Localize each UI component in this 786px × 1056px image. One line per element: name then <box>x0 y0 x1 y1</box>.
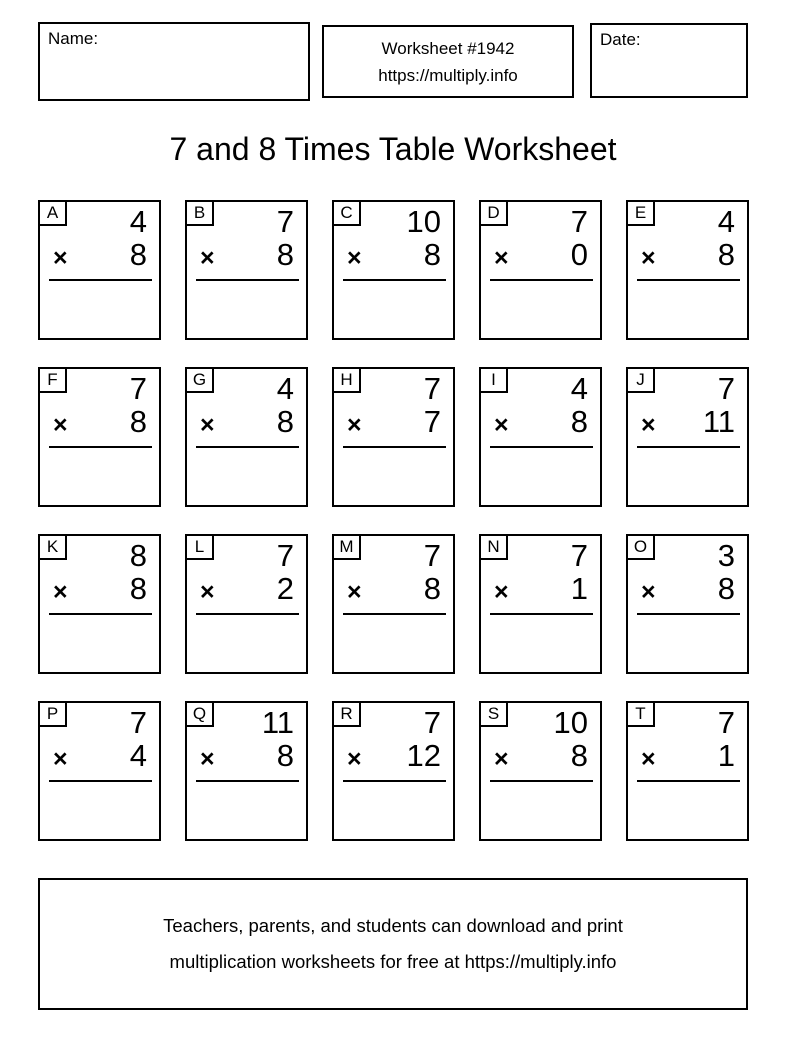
multiply-icon: × <box>494 244 509 272</box>
multiplicand: 11 <box>261 705 294 740</box>
multiplier: 8 <box>423 237 441 272</box>
problem-card <box>479 534 602 674</box>
multiplicand: 4 <box>570 371 588 406</box>
multiply-icon: × <box>53 578 68 606</box>
multiplier: 1 <box>570 571 588 606</box>
problem-card <box>38 200 161 340</box>
date-label: Date: <box>600 30 641 49</box>
answer-space[interactable] <box>40 782 159 839</box>
answer-space[interactable] <box>187 615 306 672</box>
multiplicand: 7 <box>423 538 441 573</box>
multiply-icon: × <box>641 578 656 606</box>
multiplier: 8 <box>276 237 294 272</box>
multiplicand: 10 <box>406 204 441 239</box>
answer-space[interactable] <box>40 448 159 505</box>
multiply-icon: × <box>53 745 68 773</box>
problem-label: Q <box>187 703 214 727</box>
multiplicand: 7 <box>423 371 441 406</box>
multiplier: 11 <box>702 404 735 439</box>
problem-card <box>626 534 749 674</box>
multiply-icon: × <box>494 411 509 439</box>
multiply-icon: × <box>200 244 215 272</box>
multiply-icon: × <box>494 578 509 606</box>
multiplicand: 4 <box>129 204 147 239</box>
date-field-box[interactable] <box>590 23 748 98</box>
problem-label: N <box>481 536 508 560</box>
multiplicand: 7 <box>570 538 588 573</box>
problem-card <box>332 701 455 841</box>
name-field-box[interactable] <box>38 22 310 101</box>
multiplier: 8 <box>276 738 294 773</box>
problem-card <box>626 367 749 507</box>
page-title: 7 and 8 Times Table Worksheet <box>169 131 617 167</box>
problem-card <box>479 701 602 841</box>
answer-space[interactable] <box>628 782 747 839</box>
problem-card <box>479 367 602 507</box>
multiply-icon: × <box>53 411 68 439</box>
problem-card <box>626 701 749 841</box>
multiply-icon: × <box>200 578 215 606</box>
multiplier: 8 <box>276 404 294 439</box>
problem-card <box>185 200 308 340</box>
multiplicand: 7 <box>129 371 147 406</box>
multiply-icon: × <box>53 244 68 272</box>
problem-card <box>626 200 749 340</box>
multiply-icon: × <box>494 745 509 773</box>
multiply-icon: × <box>347 244 362 272</box>
multiplicand: 7 <box>276 538 294 573</box>
answer-space[interactable] <box>334 782 453 839</box>
problem-label: C <box>334 202 361 226</box>
problem-card <box>38 367 161 507</box>
multiplicand: 7 <box>717 705 735 740</box>
answer-space[interactable] <box>628 281 747 338</box>
multiplier: 8 <box>717 237 735 272</box>
multiplicand: 4 <box>276 371 294 406</box>
multiplier: 12 <box>406 738 441 773</box>
answer-space[interactable] <box>187 448 306 505</box>
multiplier: 1 <box>717 738 735 773</box>
problem-label: B <box>187 202 214 226</box>
worksheet-number: Worksheet #1942 <box>381 38 515 58</box>
problem-label: K <box>40 536 67 560</box>
multiplicand: 8 <box>129 538 147 573</box>
multiplier: 8 <box>129 237 147 272</box>
multiplicand: 4 <box>717 204 735 239</box>
multiply-icon: × <box>641 244 656 272</box>
problem-card <box>38 534 161 674</box>
answer-space[interactable] <box>187 281 306 338</box>
problem-label: O <box>628 536 655 560</box>
answer-space[interactable] <box>334 281 453 338</box>
answer-space[interactable] <box>187 782 306 839</box>
problem-label: R <box>334 703 361 727</box>
answer-space[interactable] <box>481 782 600 839</box>
multiply-icon: × <box>641 411 656 439</box>
problem-label: J <box>628 369 655 393</box>
problem-label: A <box>40 202 67 226</box>
multiplier: 7 <box>423 404 441 439</box>
problem-card <box>332 200 455 340</box>
multiplier: 8 <box>129 404 147 439</box>
worksheet-url: https://multiply.info <box>378 65 518 85</box>
problem-label: M <box>334 536 361 560</box>
answer-space[interactable] <box>334 615 453 672</box>
problem-label: H <box>334 369 361 393</box>
multiplier: 4 <box>129 738 147 773</box>
problem-card <box>185 701 308 841</box>
problems-grid <box>38 200 749 841</box>
multiplier: 0 <box>570 237 588 272</box>
multiply-icon: × <box>200 411 215 439</box>
multiplier: 8 <box>423 571 441 606</box>
footer-line-2: multiplication worksheets for free at https://multiply.info <box>169 951 617 972</box>
multiply-icon: × <box>200 745 215 773</box>
problem-card <box>332 534 455 674</box>
multiplicand: 3 <box>717 538 735 573</box>
multiplicand: 7 <box>570 204 588 239</box>
answer-space[interactable] <box>334 448 453 505</box>
problem-label: F <box>40 369 67 393</box>
answer-space[interactable] <box>628 448 747 505</box>
answer-space[interactable] <box>40 281 159 338</box>
problem-label: P <box>40 703 67 727</box>
problem-card <box>38 701 161 841</box>
problem-card <box>185 534 308 674</box>
multiplicand: 10 <box>553 705 588 740</box>
problem-label: S <box>481 703 508 727</box>
multiplier: 2 <box>276 571 294 606</box>
multiply-icon: × <box>641 745 656 773</box>
multiplicand: 7 <box>129 705 147 740</box>
multiplier: 8 <box>570 404 588 439</box>
multiply-icon: × <box>347 578 362 606</box>
problem-label: D <box>481 202 508 226</box>
multiply-icon: × <box>347 745 362 773</box>
problem-label: T <box>628 703 655 727</box>
problem-card <box>332 367 455 507</box>
multiplicand: 7 <box>717 371 735 406</box>
problem-card <box>479 200 602 340</box>
problem-label: I <box>481 369 508 393</box>
answer-space[interactable] <box>481 281 600 338</box>
multiplier: 8 <box>570 738 588 773</box>
name-label: Name: <box>48 29 99 48</box>
problem-label: E <box>628 202 655 226</box>
footer-note-box <box>38 878 748 1010</box>
footer-line-1: Teachers, parents, and students can download and print <box>163 915 623 936</box>
multiplicand: 7 <box>423 705 441 740</box>
problem-label: G <box>187 369 214 393</box>
answer-space[interactable] <box>481 448 600 505</box>
problem-label: L <box>187 536 214 560</box>
answer-space[interactable] <box>40 615 159 672</box>
answer-space[interactable] <box>628 615 747 672</box>
multiplicand: 7 <box>276 204 294 239</box>
multiplier: 8 <box>717 571 735 606</box>
multiplier: 8 <box>129 571 147 606</box>
answer-space[interactable] <box>481 615 600 672</box>
worksheet-info-box <box>322 25 574 98</box>
multiply-icon: × <box>347 411 362 439</box>
problem-card <box>185 367 308 507</box>
